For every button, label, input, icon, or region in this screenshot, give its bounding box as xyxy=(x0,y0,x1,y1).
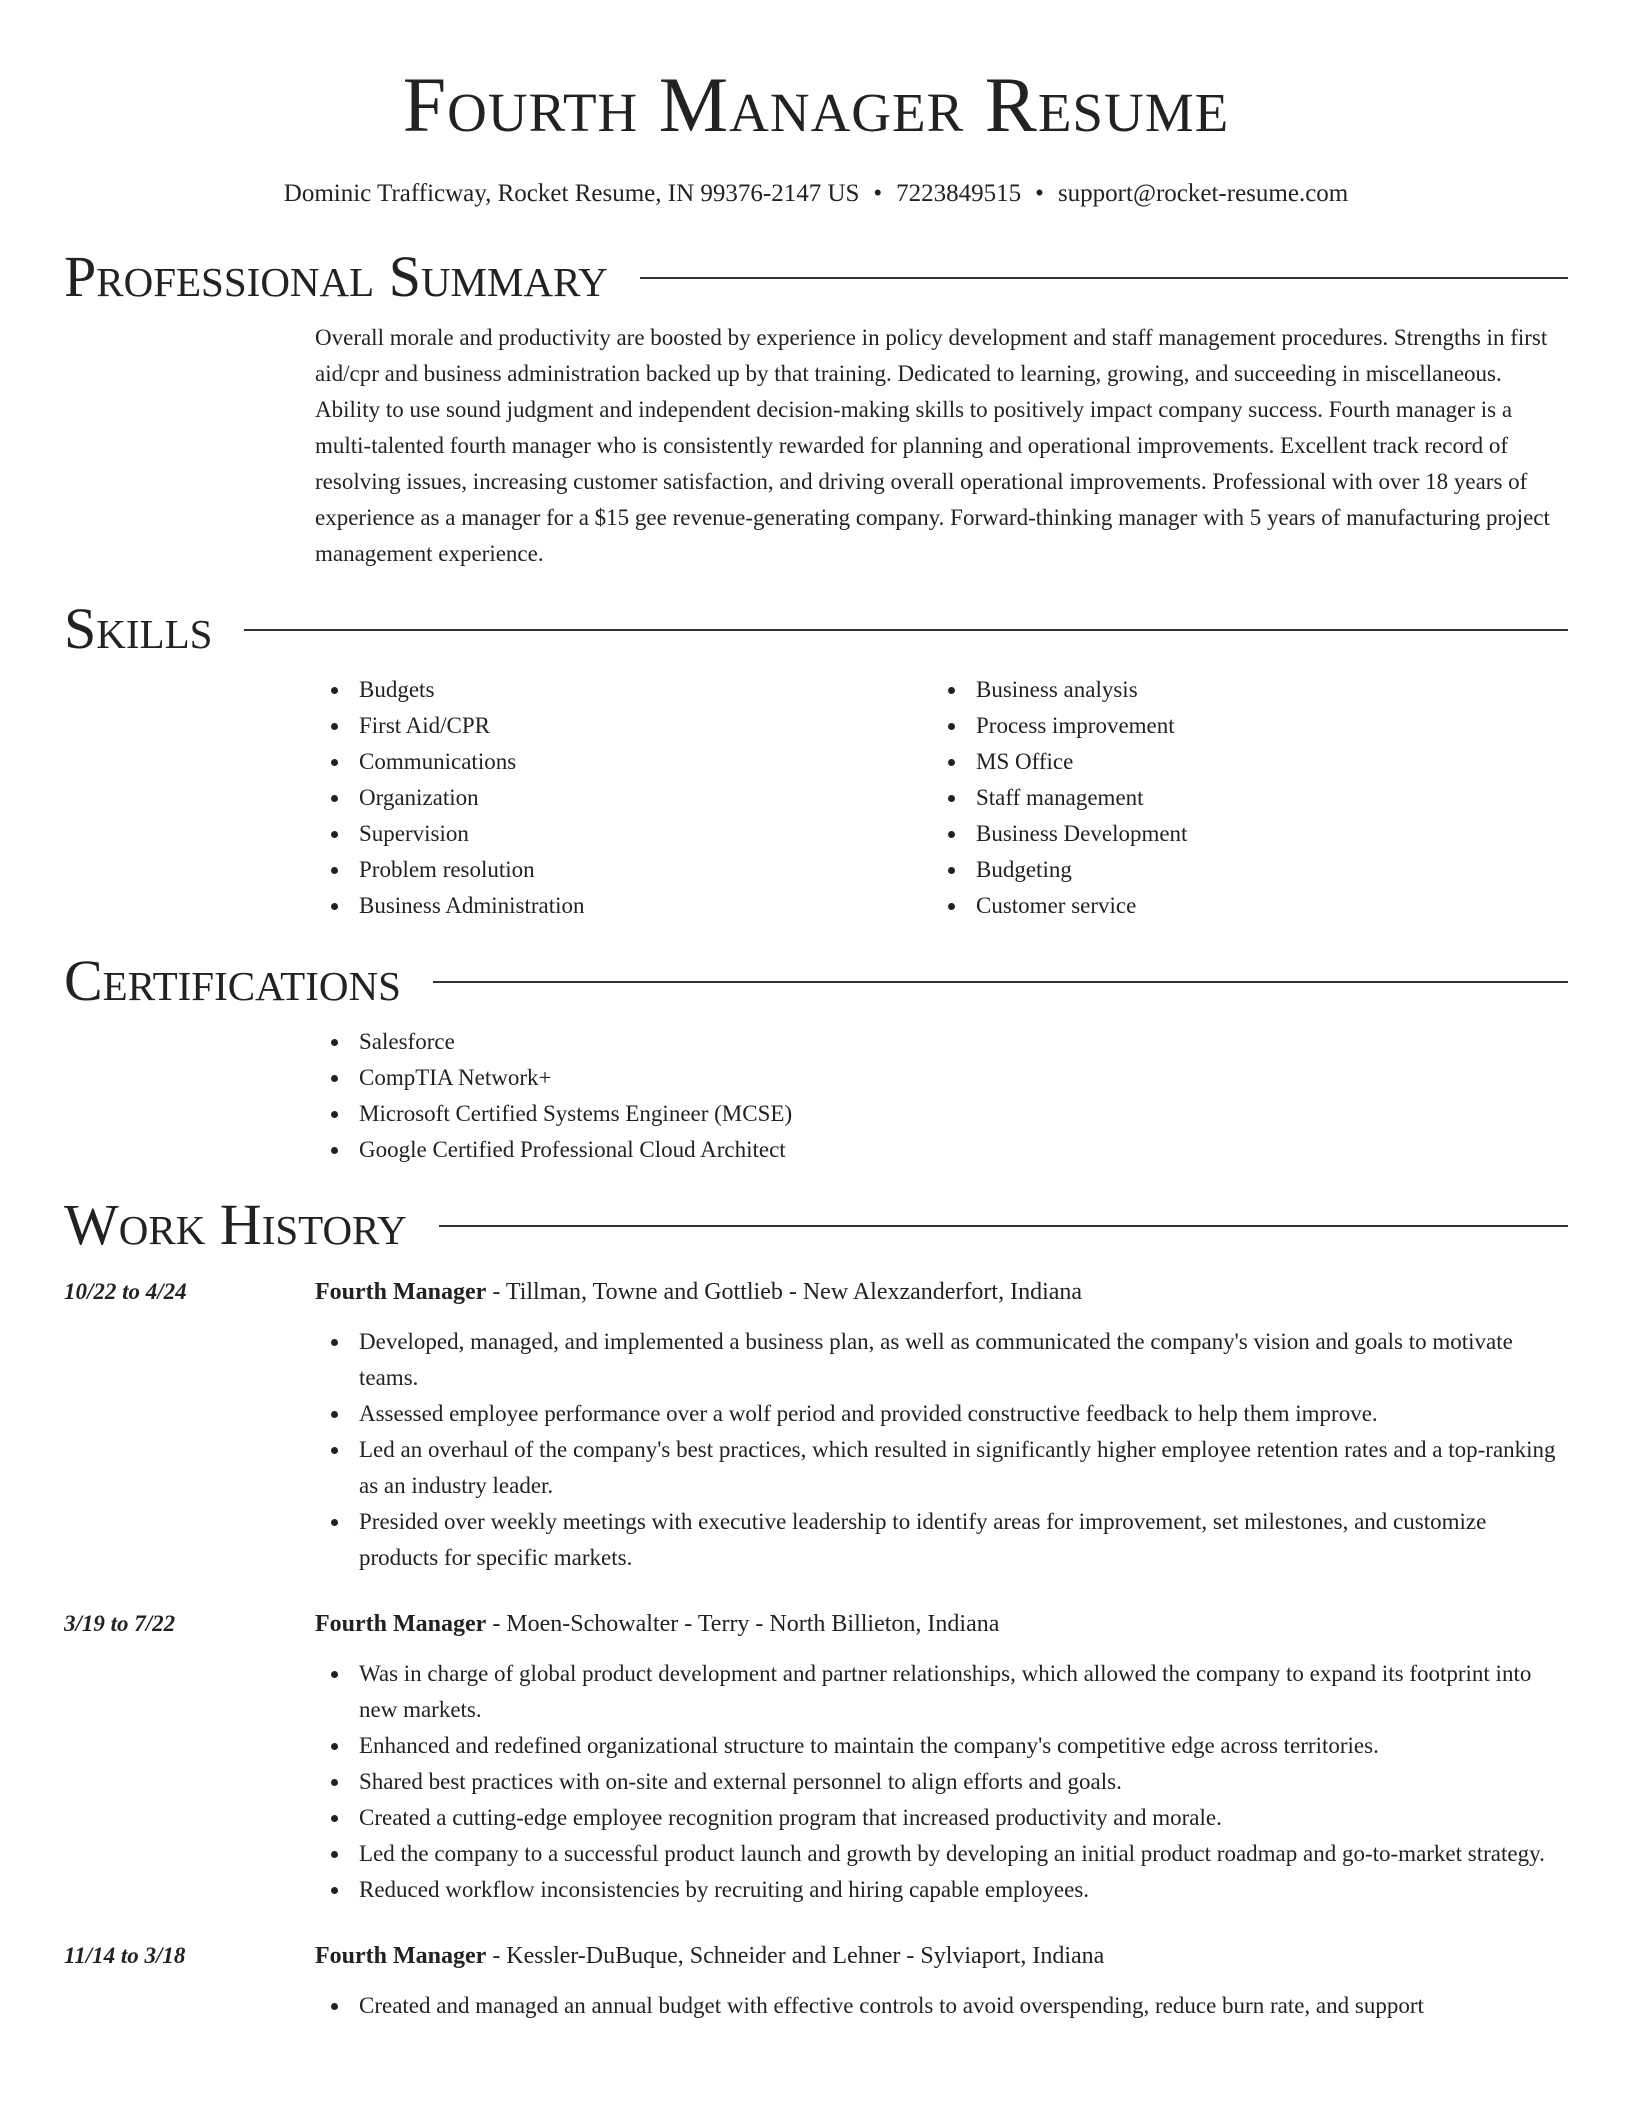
section-title: Skills xyxy=(64,596,213,661)
job-title-line xyxy=(315,1606,1568,1642)
skill-item: Problem resolution xyxy=(359,852,932,888)
job-bullets xyxy=(315,1988,1568,2024)
job-dates: 3/19 to 7/22 xyxy=(64,1611,176,1636)
contact-line xyxy=(0,180,1632,208)
job-bullet: Reduced workflow inconsistencies by recruiting and hiring capable employees. xyxy=(359,1872,1568,1908)
job-entry xyxy=(64,1606,1568,1908)
job-dates: 11/14 to 3/18 xyxy=(64,1943,186,1968)
job-bullet: Was in charge of global product development and partner relationships, which allowed the company to expand its footprint into new markets. xyxy=(359,1656,1568,1728)
job-bullet: Created and managed an annual budget with effective controls to avoid overspending, reduce burn rate, and support xyxy=(359,1988,1568,2024)
section-header xyxy=(64,1192,1568,1257)
skill-item: Communications xyxy=(359,744,932,780)
certification-item: Salesforce xyxy=(359,1024,1568,1060)
skill-item: Process improvement xyxy=(976,708,1549,744)
skills-section xyxy=(0,596,1632,924)
skill-item: Organization xyxy=(359,780,932,816)
job-bullet: Presided over weekly meetings with executive leadership to identify areas for improvement, set milestones, and customize products for specific markets. xyxy=(359,1504,1568,1576)
section-divider xyxy=(433,981,1568,983)
section-divider xyxy=(439,1225,1568,1227)
section-divider xyxy=(244,629,1568,631)
skills-grid xyxy=(315,672,1568,924)
certification-item: CompTIA Network+ xyxy=(359,1060,1568,1096)
section-title: Certifications xyxy=(64,948,401,1013)
certification-item: Google Certified Professional Cloud Architect xyxy=(359,1132,1568,1168)
section-title: Work History xyxy=(64,1192,407,1257)
section-header xyxy=(64,596,1568,661)
job-bullet: Led an overhaul of the company's best practices, which resulted in significantly higher employee retention rates and a top-ranking as an industry leader. xyxy=(359,1432,1568,1504)
email: support@rocket-resume.com xyxy=(1057,180,1349,207)
certifications-list xyxy=(315,1024,1568,1168)
job-title-line xyxy=(315,1938,1568,1974)
job-bullet: Assessed employee performance over a wolf period and provided constructive feedback to help them improve. xyxy=(359,1396,1568,1432)
section-title: Professional Summary xyxy=(64,244,608,309)
job-bullet: Developed, managed, and implemented a business plan, as well as communicated the company's vision and goals to motivate teams. xyxy=(359,1324,1568,1396)
job-title-line xyxy=(315,1274,1568,1310)
job-bullet: Created a cutting-edge employee recognition program that increased productivity and morale. xyxy=(359,1800,1568,1836)
skill-item: Customer service xyxy=(976,888,1549,924)
certifications-content xyxy=(315,1024,1568,1168)
contact-separator: • xyxy=(1035,180,1044,207)
summary-text: Overall morale and productivity are boosted by experience in policy development and staff management procedures. Strengths in first aid/cpr and business administration backed up by that training. Dedicated to learning, growing, and succeeding in miscellaneous. Ability to use sound judgment and independent decision-making skills to positively impact company success. Fourth manager is a multi-talented fourth manager who is consistently rewarded for planning and operational improvements. Excellent track record of resolving issues, increasing customer satisfaction, and driving overall operational improvements. Professional with over 18 years of experience as a manager for a $15 gee revenue-generating company. Forward-thinking manager with 5 years of manufacturing project management experience. xyxy=(315,325,1550,566)
skill-item: First Aid/CPR xyxy=(359,708,932,744)
contact-separator: • xyxy=(873,180,883,207)
job-details: - Kessler-DuBuque, Schneider and Lehner - Sylviaport, Indiana xyxy=(486,1943,1105,1969)
section-divider xyxy=(640,277,1568,279)
skills-column-right xyxy=(932,672,1549,924)
job-entry xyxy=(64,1938,1568,2024)
skill-item: Supervision xyxy=(359,816,932,852)
job-details: - Tillman, Towne and Gottlieb - New Alexzanderfort, Indiana xyxy=(486,1279,1083,1305)
job-details: - Moen-Schowalter - Terry - North Billieton, Indiana xyxy=(486,1611,1000,1637)
work-history-section xyxy=(0,1192,1632,2024)
job-bullet: Led the company to a successful product launch and growth by developing an initial product roadmap and go-to-market strategy. xyxy=(359,1836,1568,1872)
skill-item: MS Office xyxy=(976,744,1549,780)
skill-item: Business analysis xyxy=(976,672,1549,708)
job-bullet: Shared best practices with on-site and external personnel to align efforts and goals. xyxy=(359,1764,1568,1800)
skill-item: Budgeting xyxy=(976,852,1549,888)
job-role: Fourth Manager xyxy=(315,1279,487,1305)
summary-section xyxy=(0,244,1632,572)
job-bullet: Enhanced and redefined organizational structure to maintain the company's competitive edge across territories. xyxy=(359,1728,1568,1764)
certification-item: Microsoft Certified Systems Engineer (MCSE) xyxy=(359,1096,1568,1132)
job-body xyxy=(315,1606,1568,1908)
section-header xyxy=(64,244,1568,309)
job-role: Fourth Manager xyxy=(315,1943,487,1969)
job-dates: 10/22 to 4/24 xyxy=(64,1279,187,1304)
skill-item: Business Development xyxy=(976,816,1549,852)
job-entry xyxy=(64,1274,1568,1576)
job-bullets xyxy=(315,1324,1568,1576)
skills-list xyxy=(932,672,1549,924)
skills-list xyxy=(315,672,932,924)
job-role: Fourth Manager xyxy=(315,1611,487,1637)
resume-title: Fourth Manager Resume xyxy=(402,61,1230,148)
skills-column-left xyxy=(315,672,932,924)
skill-item: Business Administration xyxy=(359,888,932,924)
job-body xyxy=(315,1938,1568,2024)
skill-item: Staff management xyxy=(976,780,1549,816)
certifications-section xyxy=(0,948,1632,1168)
section-header xyxy=(64,948,1568,1013)
job-body xyxy=(315,1274,1568,1576)
job-bullets xyxy=(315,1656,1568,1908)
address: Dominic Trafficway, Rocket Resume, IN 99376-2147 US xyxy=(283,180,860,207)
phone: 7223849515 xyxy=(896,180,1022,207)
skill-item: Budgets xyxy=(359,672,932,708)
